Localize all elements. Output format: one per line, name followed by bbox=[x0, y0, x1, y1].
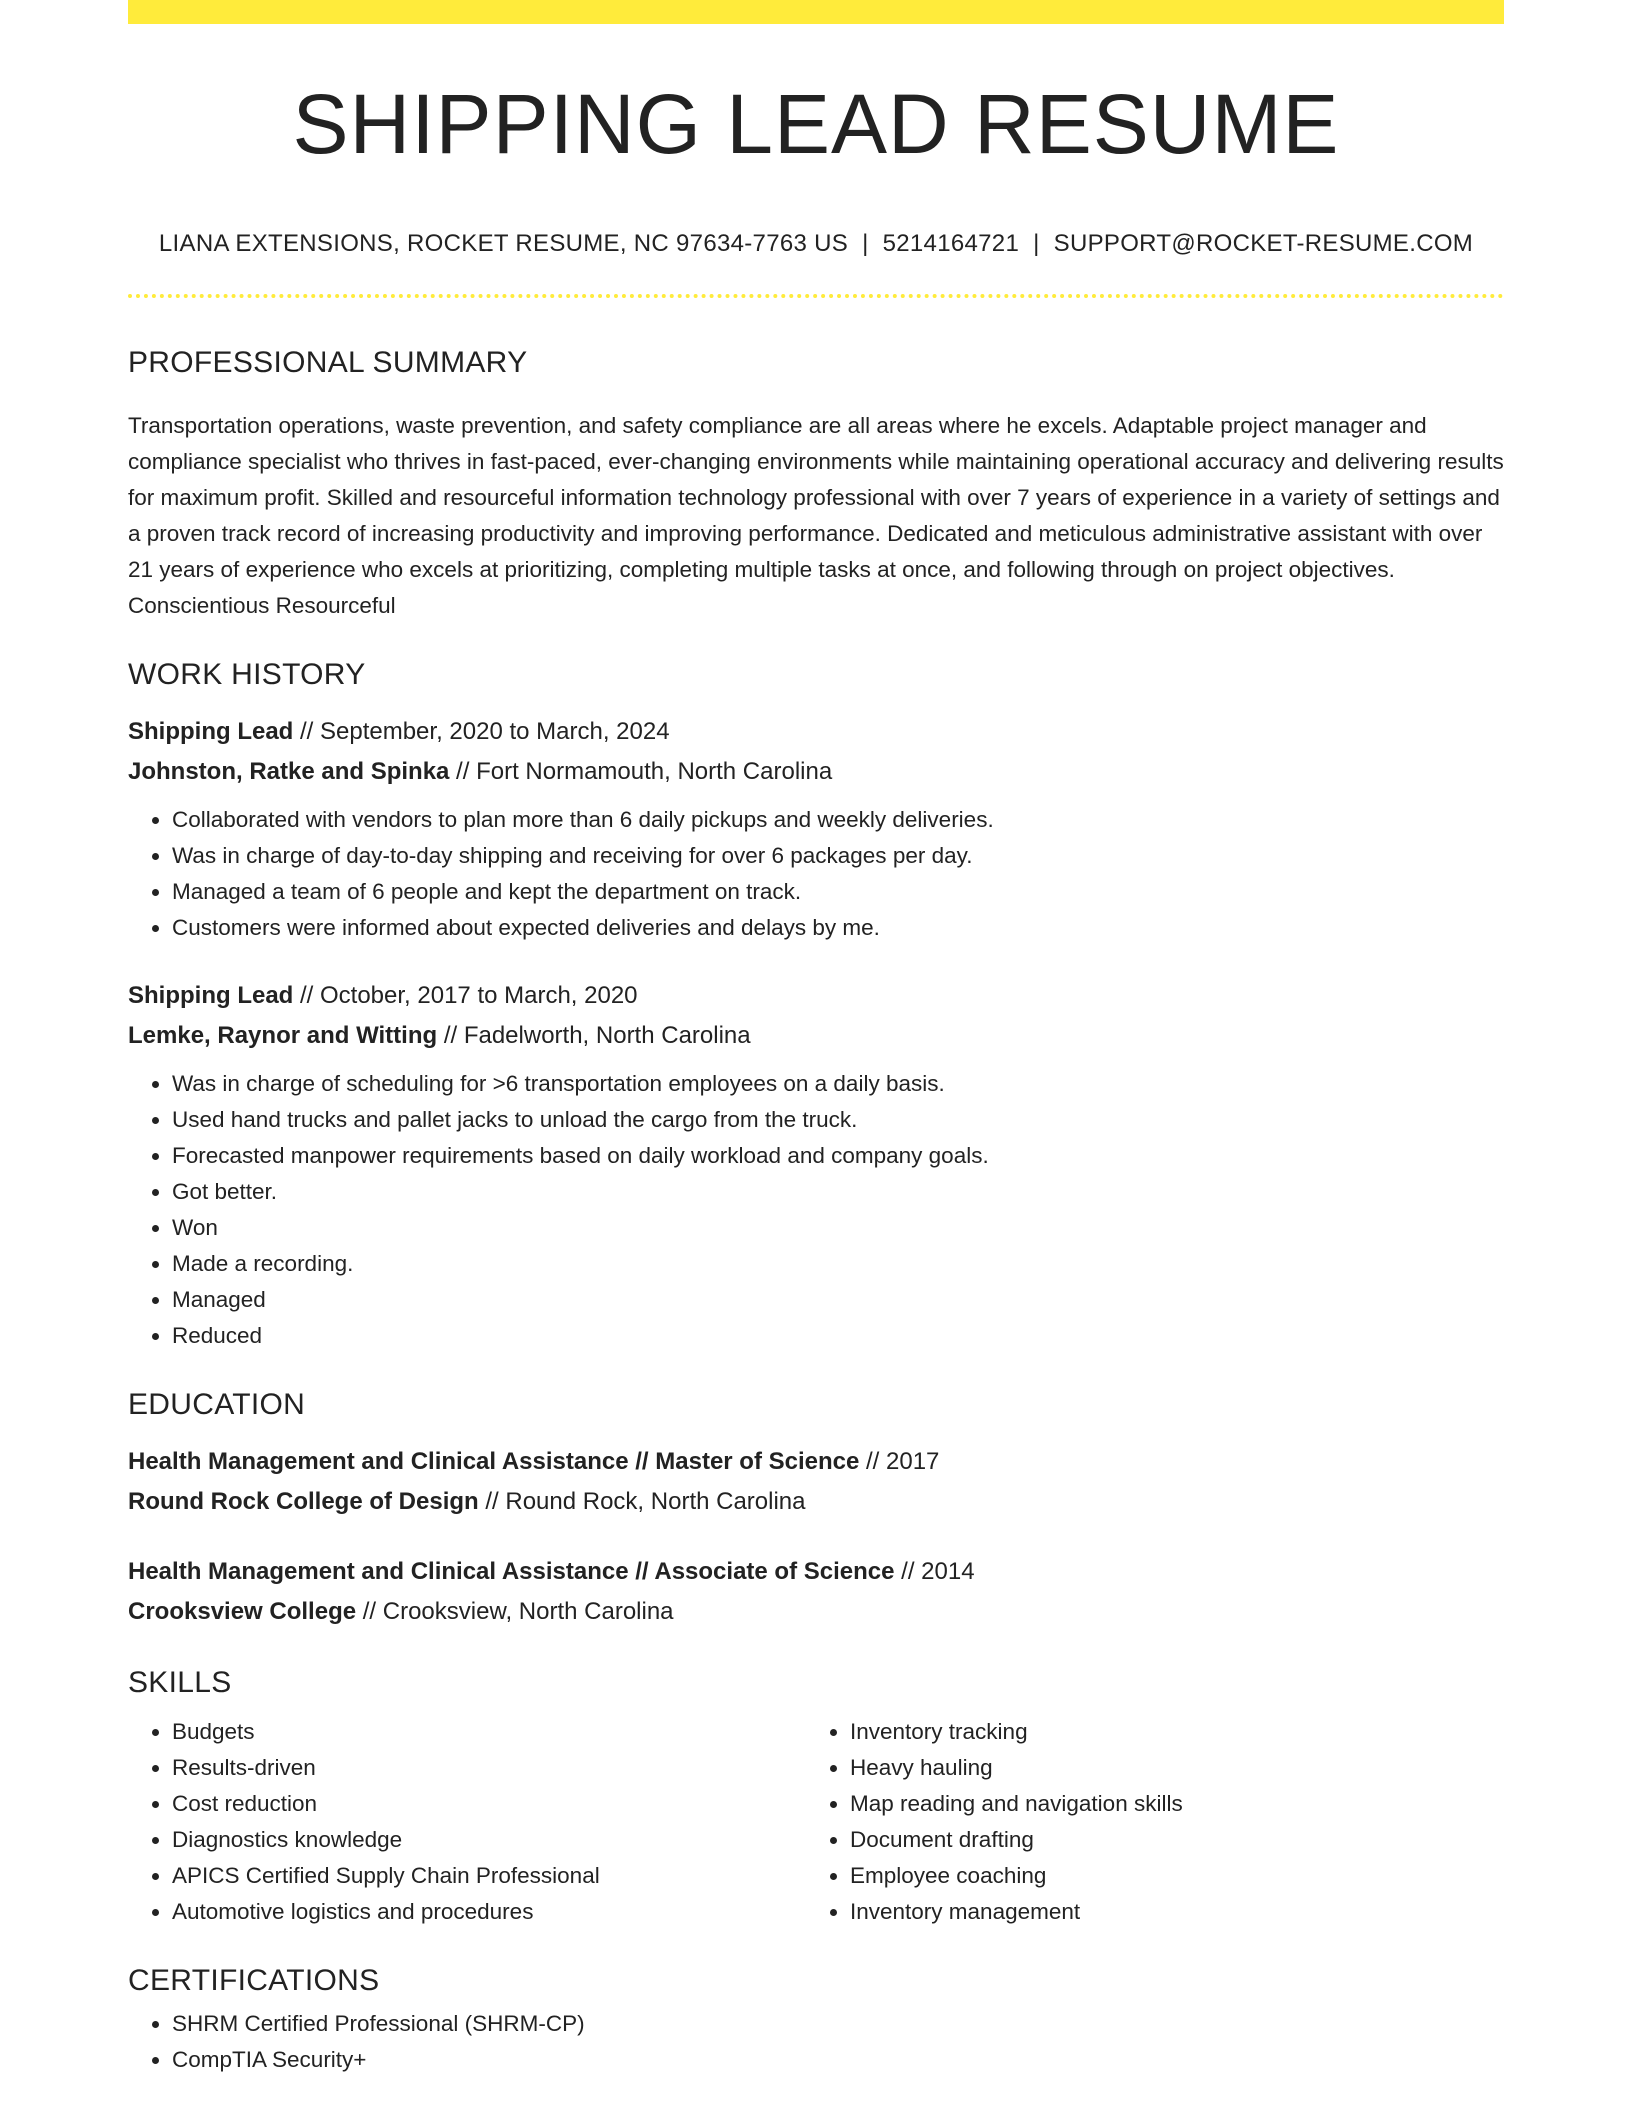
list-item: • Managed bbox=[172, 1282, 1504, 1318]
school-location: // Crooksview, North Carolina bbox=[356, 1598, 674, 1625]
school: Crooksview College bbox=[128, 1598, 357, 1625]
contact-line bbox=[128, 232, 1504, 256]
job-dates: // October, 2017 to March, 2020 bbox=[293, 982, 638, 1009]
list-item: • Got better. bbox=[172, 1174, 1504, 1210]
list-item: • Budgets bbox=[172, 1714, 806, 1750]
list-item: • Forecasted manpower requirements based on daily workload and company goals. bbox=[172, 1138, 1504, 1174]
degree-line bbox=[128, 1552, 1504, 1592]
summary-text: Transportation operations, waste prevention, and safety compliance are all areas where he excels. Adaptable project manager and compliance specialist who thrives in fast-paced, ever-changing environments while maintaining operational accuracy and delivering results for maximum profit. Skilled and resourceful information technology professional with over 7 years of experience in a variety of settings and a proven track record of increasing productivity and improving performance. Dedicated and meticulous administrative assistant with over 21 years of experience who excels at prioritizing, completing multiple tasks at once, and following through on project objectives. Conscientious Resourceful bbox=[128, 413, 1504, 618]
job-bullets bbox=[128, 802, 1504, 946]
certifications-list bbox=[128, 2006, 1504, 2078]
dotted-divider bbox=[128, 294, 1504, 298]
school-location: // Round Rock, North Carolina bbox=[478, 1488, 806, 1515]
skills-heading: SKILLS bbox=[128, 1666, 232, 1699]
job-location: // Fort Normamouth, North Carolina bbox=[449, 758, 833, 785]
skills-list-right bbox=[806, 1714, 1484, 1930]
list-item: • Diagnostics knowledge bbox=[172, 1822, 806, 1858]
list-item: • Results-driven bbox=[172, 1750, 806, 1786]
list-item: • Cost reduction bbox=[172, 1786, 806, 1822]
list-item: • Map reading and navigation skills bbox=[850, 1786, 1484, 1822]
contact-email: SUPPORT@ROCKET-RESUME.COM bbox=[1053, 230, 1474, 257]
list-item: • CompTIA Security+ bbox=[172, 2042, 1504, 2078]
degree-line bbox=[128, 1442, 1504, 1482]
list-item: • APICS Certified Supply Chain Professional bbox=[172, 1858, 806, 1894]
contact-separator: | bbox=[1033, 230, 1040, 257]
resume-title: SHIPPING LEAD RESUME bbox=[292, 77, 1340, 171]
degree-year: // 2014 bbox=[894, 1558, 975, 1585]
job-bullets bbox=[128, 1066, 1504, 1354]
job-entry bbox=[128, 712, 1504, 946]
contact-separator: | bbox=[862, 230, 869, 257]
job-role-line bbox=[128, 976, 1504, 1016]
contact-phone: 5214164721 bbox=[882, 230, 1020, 257]
job-dates: // September, 2020 to March, 2024 bbox=[293, 718, 670, 745]
list-item: • Document drafting bbox=[850, 1822, 1484, 1858]
list-item: • Was in charge of scheduling for >6 transportation employees on a daily basis. bbox=[172, 1066, 1504, 1102]
list-item: • SHRM Certified Professional (SHRM-CP) bbox=[172, 2006, 1504, 2042]
job-entry bbox=[128, 976, 1504, 1354]
list-item: • Employee coaching bbox=[850, 1858, 1484, 1894]
job-company: Lemke, Raynor and Witting bbox=[128, 1022, 438, 1049]
resume-page bbox=[128, 0, 1504, 2078]
list-item: • Won bbox=[172, 1210, 1504, 1246]
degree: Health Management and Clinical Assistance // Associate of Science bbox=[128, 1558, 895, 1585]
education-entry bbox=[128, 1442, 1504, 1522]
list-item: • Made a recording. bbox=[172, 1246, 1504, 1282]
list-item: • Automotive logistics and procedures bbox=[172, 1894, 806, 1930]
list-item: • Heavy hauling bbox=[850, 1750, 1484, 1786]
skills-list-left bbox=[128, 1714, 806, 1930]
certifications-heading: CERTIFICATIONS bbox=[128, 1964, 380, 1997]
summary-heading: PROFESSIONAL SUMMARY bbox=[128, 346, 528, 379]
job-location: // Fadelworth, North Carolina bbox=[437, 1022, 751, 1049]
list-item: • Used hand trucks and pallet jacks to unload the cargo from the truck. bbox=[172, 1102, 1504, 1138]
school: Round Rock College of Design bbox=[128, 1488, 479, 1515]
job-role-line bbox=[128, 712, 1504, 752]
school-line bbox=[128, 1482, 1504, 1522]
work-history-heading: WORK HISTORY bbox=[128, 658, 366, 691]
education-entry bbox=[128, 1552, 1504, 1632]
job-company: Johnston, Ratke and Spinka bbox=[128, 758, 450, 785]
list-item: • Managed a team of 6 people and kept the department on track. bbox=[172, 874, 1504, 910]
list-item: • Was in charge of day-to-day shipping and receiving for over 6 packages per day. bbox=[172, 838, 1504, 874]
degree-year: // 2017 bbox=[859, 1448, 940, 1475]
list-item: • Collaborated with vendors to plan more than 6 daily pickups and weekly deliveries. bbox=[172, 802, 1504, 838]
job-company-line bbox=[128, 752, 1504, 792]
job-role: Shipping Lead bbox=[128, 982, 294, 1009]
top-accent-bar bbox=[128, 0, 1504, 24]
list-item: • Reduced bbox=[172, 1318, 1504, 1354]
list-item: • Inventory tracking bbox=[850, 1714, 1484, 1750]
job-company-line bbox=[128, 1016, 1504, 1056]
skills-columns bbox=[128, 1714, 1504, 1930]
degree: Health Management and Clinical Assistance // Master of Science bbox=[128, 1448, 860, 1475]
contact-address: LIANA EXTENSIONS, ROCKET RESUME, NC 97634-7763 US bbox=[158, 230, 849, 257]
list-item: • Inventory management bbox=[850, 1894, 1484, 1930]
school-line bbox=[128, 1592, 1504, 1632]
education-heading: EDUCATION bbox=[128, 1388, 306, 1421]
job-role: Shipping Lead bbox=[128, 718, 294, 745]
list-item: • Customers were informed about expected deliveries and delays by me. bbox=[172, 910, 1504, 946]
